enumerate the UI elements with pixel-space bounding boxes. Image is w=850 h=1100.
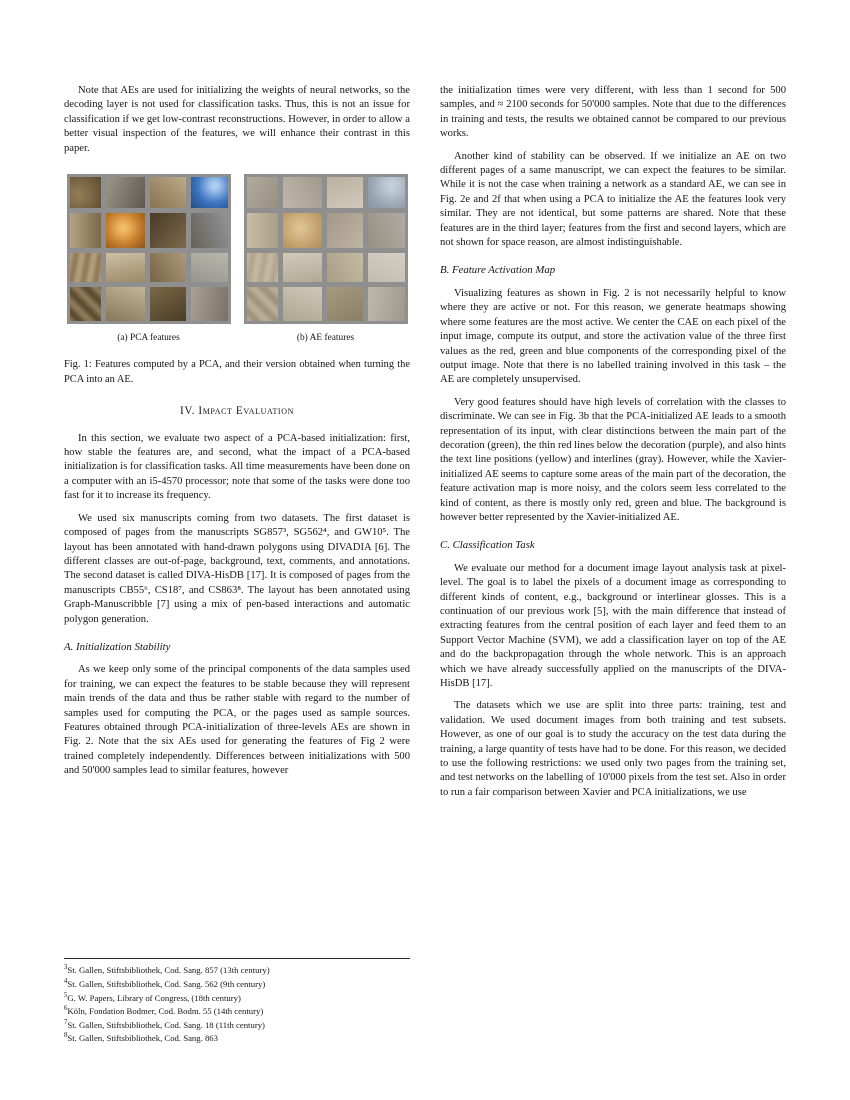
feature-patch (150, 213, 186, 248)
footnote-marker: 4 (64, 978, 68, 986)
feature-patch (191, 177, 228, 208)
footnote-text: Köln, Fondation Bodmer, Cod. Bodm. 55 (14th century) (67, 1006, 264, 1017)
body-paragraph: We evaluate our method for a document image layout analysis task at pixel-level. The goal is to label the pixels of a document image as corresponding to different kinds of content, e.g., background or interlinear glosses. This is a continuation of our previous work [5], with the main difference that instead of extracting features from the central position of each layer and feed them to an Support Vector Machine (SVM), we add a classification layer on top of the AE and do the backpropagation through the whole network. This is an approach which we have already successfully applied on the manuscripts of the DIVA-HisDB [17]. (440, 562, 786, 690)
feature-patch (247, 177, 279, 208)
footnote-text: G. W. Papers, Library of Congress, (18th century) (67, 992, 241, 1003)
feature-patch (327, 287, 363, 321)
body-paragraph: We used six manuscripts coming from two datasets. The first dataset is composed of pages from the manuscripts SG857³, SG562⁴, and GW10⁵. The layout has been annotated with hand-drawn polygons using DIVADIA [6]. The different classes are out-of-page, background, text, comments, and annotations. The second dataset is called DIVA-HisDB [17]. It is composed of pages from the manuscripts CB55⁶, CS18⁷, and CS863⁸. The layout has been annotated using Graph-Manuscribble [7] using a mix of pen-based interactions and automatic polygon generation. (64, 512, 410, 625)
figure-1-images (64, 174, 410, 324)
footnote-text: St. Gallen, Stiftsbibliothek, Cod. Sang. 562 (9th century) (67, 979, 266, 990)
subsection-heading-feature-activation-map: B. Feature Activation Map (440, 264, 556, 277)
feature-patch (106, 287, 145, 321)
feature-patch (150, 177, 186, 208)
feature-patch (106, 253, 145, 282)
figure-1 (64, 174, 410, 387)
footnote-text: St. Gallen, Stiftsbibliothek, Cod. Sang. 857 (13th century) (67, 965, 270, 976)
footnote-marker: 8 (64, 1032, 68, 1040)
footnote-text: St. Gallen, Stiftsbibliothek, Cod. Sang. 18 (11th century) (67, 1019, 265, 1030)
footnote (64, 964, 410, 978)
footnote (64, 1019, 410, 1033)
footnote-marker: 5 (64, 991, 68, 999)
feature-patch (70, 213, 102, 248)
feature-patch (70, 177, 102, 208)
feature-patch (368, 177, 405, 208)
feature-patch (283, 287, 322, 321)
feature-patch (368, 287, 405, 321)
figure-1-caption: Fig. 1: Features computed by a PCA, and their version obtained when turning the PCA into an AE. (64, 359, 410, 385)
feature-patch (247, 253, 279, 282)
body-paragraph: Very good features should have high levels of correlation with the classes to discriminate. We can see in Fig. 3b that the PCA-initialized AE leads to a smooth representation of its input, with clear distinctions between the main part of the decoration (green), the thin red lines below the decoration (purple), and also hints the text line positions (yellow) and interlines (gray). However, while the Xavier-initialized AE seems to capture some areas of the main part of the decoration, the feature activation map is more noisy, and the colors seem less correlated to the kind of content, as there is mostly only red, green and blue. The background is however better represented by the Xavier-initialized AE. (440, 396, 786, 523)
footnote-marker: 7 (64, 1018, 68, 1026)
feature-patch (283, 177, 322, 208)
feature-patch (247, 287, 279, 321)
feature-patch (106, 213, 145, 248)
body-paragraph: As we keep only some of the principal components of the data samples used for training, we can expect the features to be stable because they will represent main trends of the data and thus be rather stable with regard to the number of samples used for computing the PCA, or the pages used as sample sources. Features obtained through PCA-initialization of three-levels AEs are shown in Fig. 2. Note that the six AEs used for generating the features of Fig 2 were trained completely independently. Differences between initializations with 500 and 50'000 samples lead to similar features, however (64, 664, 410, 777)
feature-patch (191, 213, 228, 248)
feature-patch (368, 253, 405, 282)
feature-patch (191, 287, 228, 321)
feature-patch (70, 287, 102, 321)
footnote (64, 1032, 410, 1046)
body-paragraph: The datasets which we use are split into three parts: training, test and validation. We used document images from both training and test subsets. However, as one of our goal is to study the accuracy on the test data during the training, a large quantity of tests have had to be done. For this reason, we decided to use the following restrictions: we used only two pages from the training set, and test networks on the labelling of 10'000 pixels from the test set. Also in order to run a fair comparison between Xavier and PCA initializations, we use (440, 700, 786, 798)
feature-patch (150, 287, 186, 321)
footnote (64, 978, 410, 992)
footnote (64, 1005, 410, 1019)
feature-patch (150, 253, 186, 282)
feature-patch (191, 253, 228, 282)
right-column (440, 84, 786, 1046)
footnote (64, 992, 410, 1006)
left-column (64, 84, 410, 1046)
body-paragraph: Visualizing features as shown in Fig. 2 is not necessarily helpful to know where they are active or not. For this reason, we generate heatmaps showing where some features are the most active. We center the CAE on each pixel of the input image, compute its output, and store the activation value of the three first values as the red, green and blue components of the corresponding pixel of the output image. Note that there is no labelled training involved in this task – the AE are completely unsupervised. (440, 287, 786, 386)
subsection-heading-initialization-stability: A. Initialization Stability (64, 640, 171, 653)
feature-patch (327, 177, 363, 208)
pca-features-image (67, 174, 231, 324)
body-paragraph: In this section, we evaluate two aspect of a PCA-based initialization: first, how stable the features are, and second, what the impact of a PCA-based initialization is for classification tasks. All time measurements have been done on a computer with an i5-4570 processor; note that some of the tasks were done too fast for it to increase its frequency. (64, 432, 410, 502)
subsection-heading-classification-task: C. Classification Task (440, 539, 535, 552)
body-paragraph: Note that AEs are used for initializing the weights of neural networks, so the decoding layer is not used for classification tasks. Thus, this is not an issue for classification if we get low-contrast reconstructions. However, in order to allow a better visual inspection of the features, we will enhance their contrast in this paper. (64, 85, 410, 154)
subcaption-a: (a) PCA features (117, 333, 180, 344)
body-paragraph: the initialization times were very different, with less than 1 second for 500 samples, and ≈ 2100 seconds for 50'000 samples. Note that due to the differences in training and tests, the results we obtained cannot be compared to our previous works. (440, 85, 786, 140)
feature-patch (283, 253, 322, 282)
footnotes-block (64, 958, 410, 1046)
feature-patch (70, 253, 102, 282)
footnote-marker: 6 (64, 1005, 68, 1013)
subcaption-b: (b) AE features (296, 333, 355, 344)
feature-patch (327, 253, 363, 282)
feature-patch (368, 213, 405, 248)
figure-1-subcaptions (64, 331, 410, 345)
body-paragraph: Another kind of stability can be observed. If we initialize an AE on two different pages of a same manuscript, we can expect the features to be similar. While it is not the case when training a network as a standard AE, we can see in Fig. 2e and 2f that when using a PCA to initialize the AE the features look very similar. They are not identical, but some patterns are shared. Note that these features are in the third layer; features from the first and second layers, which are not shown for space reason, are almost indistinguishable. (440, 150, 786, 249)
feature-patch (283, 213, 322, 248)
feature-patch (247, 213, 279, 248)
footnote-text: St. Gallen, Stiftsbibliothek, Cod. Sang. 863 (67, 1033, 218, 1044)
footnote-marker: 3 (64, 964, 68, 972)
feature-patch (106, 177, 145, 208)
section-heading-impact-evaluation: IV. Impact Evaluation (180, 405, 294, 418)
ae-features-image (244, 174, 408, 324)
feature-patch (327, 213, 363, 248)
